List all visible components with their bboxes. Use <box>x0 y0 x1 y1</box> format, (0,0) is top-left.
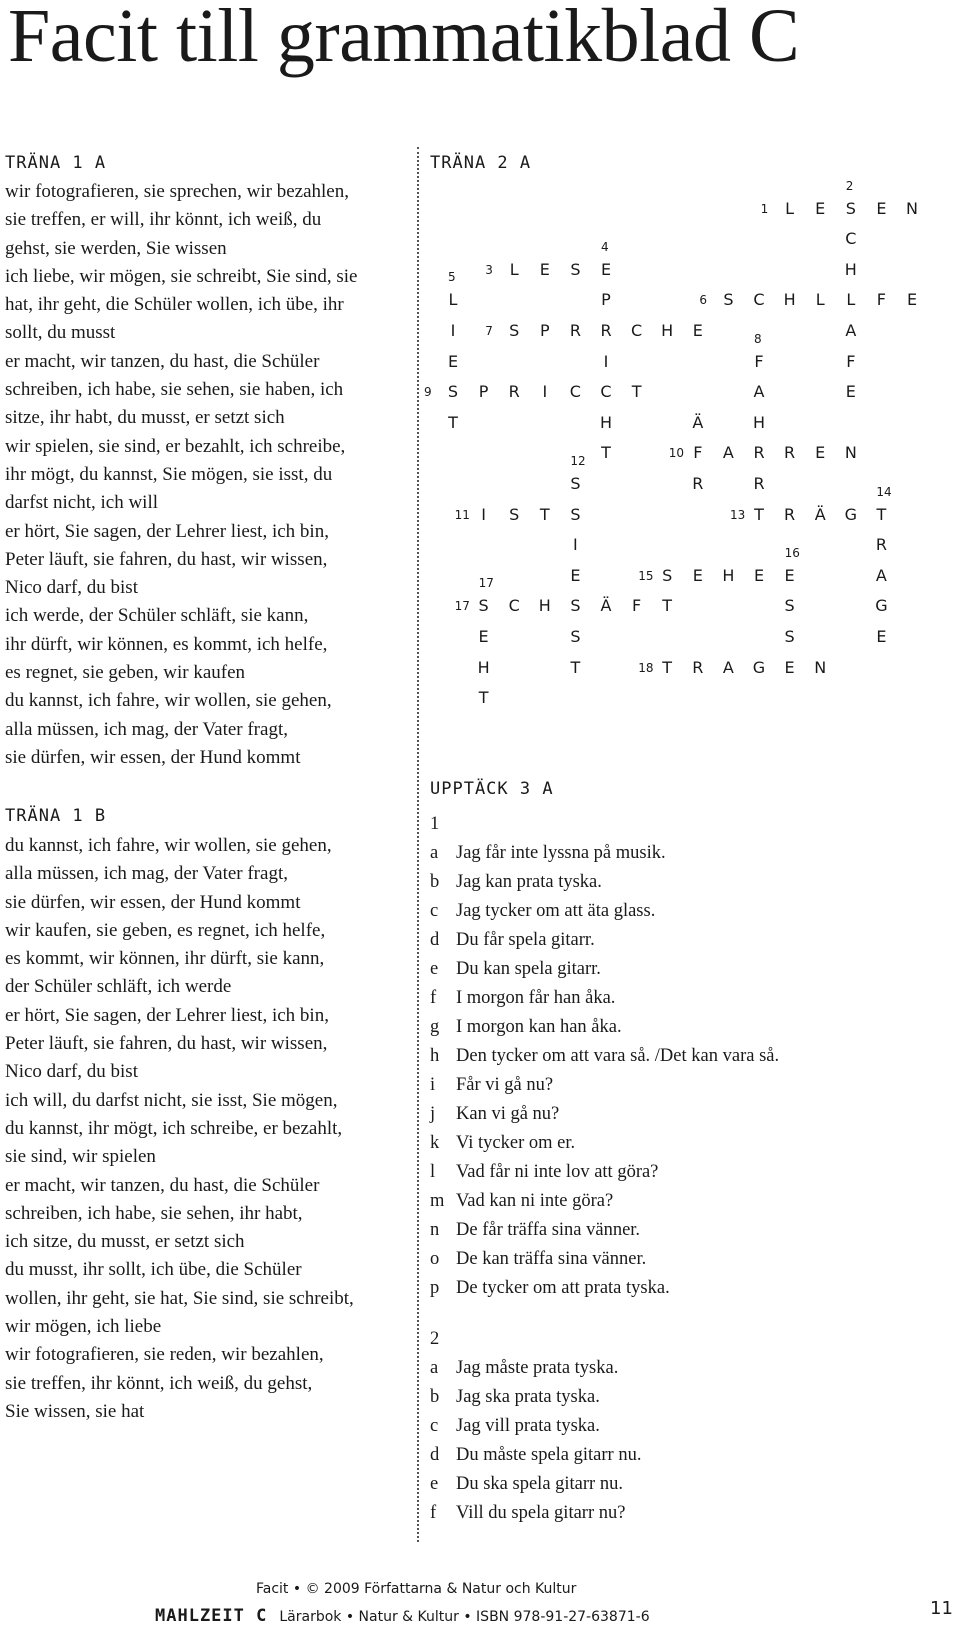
answer-letter: e <box>430 1474 439 1494</box>
answer-text: Vad får ni inte lov att göra? <box>456 1162 659 1182</box>
answer-line: ich werde, der Schüler schläft, sie kann, <box>5 605 309 627</box>
crossword-letter: N <box>906 198 918 218</box>
answer-line: Sie wissen, sie hat <box>5 1400 145 1422</box>
crossword-letter: E <box>692 321 703 340</box>
crossword-letter: L <box>509 259 519 279</box>
answer-line: du kannst, ich fahre, wir wollen, sie gehen, <box>5 690 332 712</box>
crossword-letter: S <box>570 596 581 616</box>
answer-text: I morgon får han åka. <box>456 988 616 1008</box>
crossword-letter: G <box>844 504 857 524</box>
answer-letter: a <box>430 843 439 863</box>
answer-text: Du måste spela gitarr nu. <box>456 1445 642 1465</box>
crossword-letter: S <box>784 596 795 616</box>
answer-item <box>430 1412 779 1441</box>
answer-text: Vill du spela gitarr nu? <box>456 1503 626 1523</box>
answer-line: Nico darf, du bist <box>5 577 138 599</box>
answer-letter: o <box>430 1249 440 1269</box>
answer-item <box>430 1499 779 1528</box>
crossword-letter: H <box>752 412 766 432</box>
answer-line: ich sitze, du musst, er setzt sich <box>5 1231 245 1253</box>
crossword-clue-number: 8 <box>754 331 762 346</box>
crossword-letter: H <box>599 412 613 432</box>
crossword-letter: I <box>573 535 578 555</box>
crossword-letter: C <box>753 290 765 310</box>
crossword-letter: G <box>752 657 766 677</box>
crossword-letter: R <box>784 443 796 463</box>
answer-line: ich liebe, wir mögen, sie schreibt, Sie sind, sie <box>5 265 358 287</box>
brand-logo: MAHLZEIT C <box>155 1606 268 1626</box>
footer-publication <box>155 1606 650 1626</box>
answer-letter: e <box>430 959 439 979</box>
answer-item <box>430 1129 779 1158</box>
crossword-letter: S <box>570 474 581 493</box>
upptack-3a-answers <box>430 810 779 1528</box>
crossword-letter: S <box>570 259 581 279</box>
answer-line: schreiben, ich habe, sie sehen, sie haben, ich <box>5 379 344 401</box>
answer-text: Jag måste prata tyska. <box>456 1358 619 1378</box>
answer-line: wir fotografieren, sie reden, wir bezahlen, <box>5 1344 324 1366</box>
answer-item <box>430 1071 779 1100</box>
crossword-letter: H <box>538 596 551 616</box>
answer-line: wir spielen, sie sind, er bezahlt, ich schreibe, <box>5 435 346 457</box>
crossword-letter: R <box>784 504 796 524</box>
answer-text: Du får spela gitarr. <box>456 930 595 950</box>
answer-letter: k <box>430 1133 440 1153</box>
answer-letter: a <box>430 1358 439 1378</box>
crossword-clue-number: 7 <box>485 324 493 338</box>
answer-line: der Schüler schläft, ich werde <box>5 976 232 998</box>
crossword-letter: E <box>815 198 826 218</box>
crossword-letter: F <box>754 351 764 371</box>
crossword-letter: E <box>478 627 489 646</box>
crossword-letter: S <box>447 382 459 402</box>
crossword-letter: E <box>815 443 826 463</box>
answer-letter: c <box>430 901 439 921</box>
answer-item <box>430 1274 779 1303</box>
crossword-letter: I <box>481 504 486 524</box>
crossword-clue-number: 17 <box>478 576 494 591</box>
crossword-letter: F <box>631 596 642 616</box>
crossword-letter: S <box>570 504 581 524</box>
crossword-letter: T <box>631 382 642 402</box>
answer-letter: f <box>430 988 437 1008</box>
crossword-letter: R <box>875 535 887 555</box>
crossword-letter: S <box>845 198 856 218</box>
answer-text: Jag tycker om att äta glass. <box>456 901 656 921</box>
answer-text: Jag ska prata tyska. <box>456 1387 600 1407</box>
crossword-letter: S <box>509 321 520 340</box>
crossword-letter: R <box>569 321 581 340</box>
answer-item <box>430 926 779 955</box>
answer-item <box>430 1158 779 1187</box>
crossword-letter: Ä <box>814 504 826 524</box>
answer-line: sollt, du musst <box>5 322 116 344</box>
crossword-letter: P <box>601 290 611 310</box>
answer-line: alla müssen, ich mag, der Vater fragt, <box>5 718 288 740</box>
answer-line: ihr dürft, wir können, es kommt, ich helfe, <box>5 633 328 655</box>
crossword-letter: E <box>600 259 612 279</box>
crossword-letter: H <box>844 259 857 279</box>
crossword-letter: R <box>600 321 612 340</box>
crossword-letter: S <box>478 596 489 616</box>
crossword-letter: R <box>692 474 704 493</box>
crossword-letter: T <box>662 596 673 616</box>
crossword-clue-number: 9 <box>424 385 432 400</box>
answer-text: Kan vi gå nu? <box>456 1104 560 1124</box>
answer-line: wir mögen, ich liebe <box>5 1316 162 1338</box>
crossword-letter: T <box>570 657 581 677</box>
answer-item <box>430 1216 779 1245</box>
answer-line: darfst nicht, ich will <box>5 492 159 514</box>
page-title: Facit till grammatikblad C <box>8 0 800 78</box>
answer-text: De tycker om att prata tyska. <box>456 1278 670 1298</box>
answer-item <box>430 1441 779 1470</box>
crossword-letter: E <box>753 565 765 585</box>
crossword-clue-number: 15 <box>638 568 654 583</box>
crossword-letter: S <box>570 627 581 646</box>
crossword-clue-number: 6 <box>699 293 708 308</box>
answer-item <box>430 1245 779 1274</box>
answer-line: gehst, sie werden, Sie wissen <box>5 237 227 259</box>
answer-item <box>430 897 779 926</box>
crossword-letter: R <box>692 657 704 677</box>
answer-letter: b <box>430 1387 440 1407</box>
answer-line: er macht, wir tanzen, du hast, die Schüler <box>5 1174 320 1196</box>
answer-item <box>430 1470 779 1499</box>
crossword-letter: R <box>753 443 765 463</box>
crossword-letter: T <box>478 688 489 708</box>
crossword-clue-number: 4 <box>601 239 609 254</box>
answer-line: Peter läuft, sie fahren, du hast, wir wissen, <box>5 548 328 570</box>
answer-line: es regnet, sie geben, wir kaufen <box>5 662 246 684</box>
crossword-letter: S <box>509 504 520 524</box>
question-number: 1 <box>430 814 440 834</box>
answer-letter: f <box>430 1503 437 1523</box>
crossword-clue-number: 2 <box>845 178 854 193</box>
crossword-clue-number: 16 <box>784 545 800 560</box>
answer-letter: i <box>430 1075 436 1095</box>
crossword-letter: I <box>603 351 609 371</box>
crossword-letter: I <box>542 382 548 402</box>
crossword-letter: E <box>447 351 459 371</box>
crossword-letter: H <box>722 565 735 585</box>
answer-line: sie treffen, er will, ihr könnt, ich weiß, du <box>5 209 322 231</box>
answer-letter: d <box>430 930 440 950</box>
crossword-letter: L <box>785 198 795 218</box>
answer-letter: n <box>430 1220 440 1240</box>
crossword-letter: E <box>784 657 795 677</box>
footer-isbn: Lärarbok • Natur & Kultur • ISBN 978-91-27-63871-6 <box>279 1609 650 1625</box>
crossword-letter: L <box>448 290 458 310</box>
crossword-clue-number: 10 <box>668 446 685 461</box>
answer-line: Nico darf, du bist <box>5 1061 138 1083</box>
trana-2a-heading: TRÄNA 2 A <box>430 153 532 173</box>
answer-line: du musst, ihr sollt, ich übe, die Schüler <box>5 1259 302 1281</box>
answer-text: I morgon kan han åka. <box>456 1017 622 1037</box>
answer-line: sie treffen, ihr könnt, ich weiß, du gehst, <box>5 1372 313 1394</box>
crossword-letter: S <box>662 565 673 585</box>
page-number: 11 <box>930 1598 953 1619</box>
answer-line: wollen, ihr geht, sie hat, Sie sind, sie schreibt, <box>5 1287 354 1309</box>
crossword-letter: H <box>477 657 490 677</box>
crossword-letter: A <box>722 443 734 463</box>
answer-line: Peter läuft, sie fahren, du hast, wir wissen, <box>5 1033 328 1055</box>
crossword-letter: C <box>569 382 581 402</box>
crossword-letter: S <box>723 290 734 310</box>
answer-line: sie dürfen, wir essen, der Hund kommt <box>5 891 301 913</box>
crossword-letter: T <box>662 657 673 677</box>
trana-1b-answers <box>5 832 405 1426</box>
answer-item <box>430 1354 779 1383</box>
crossword-letter: L <box>815 290 825 310</box>
answer-line: wir fotografieren, sie sprechen, wir bezahlen, <box>5 181 349 202</box>
crossword-letter: S <box>784 627 795 646</box>
crossword-letter: F <box>693 443 703 463</box>
crossword-letter: R <box>753 474 765 493</box>
answer-line: alla müssen, ich mag, der Vater fragt, <box>5 863 288 885</box>
answer-text: Jag vill prata tyska. <box>456 1416 600 1436</box>
answer-letter: p <box>430 1278 440 1298</box>
crossword-letter: T <box>876 504 887 524</box>
answer-letter: d <box>430 1445 440 1465</box>
crossword-clue-number: 14 <box>876 484 892 499</box>
answer-text: De får träffa sina vänner. <box>456 1220 641 1240</box>
crossword-clue-number: 12 <box>570 454 586 468</box>
answer-letter: b <box>430 872 440 892</box>
crossword-letter: E <box>876 198 887 218</box>
answer-line: du kannst, ich fahre, wir wollen, sie gehen, <box>5 835 332 856</box>
trana-1a-heading: TRÄNA 1 A <box>5 153 107 173</box>
trana-1b-heading: TRÄNA 1 B <box>5 806 107 826</box>
crossword-letter: F <box>876 290 886 310</box>
column-divider <box>417 147 419 1542</box>
answer-line: schreiben, ich habe, sie sehen, ihr habt, <box>5 1202 303 1224</box>
answer-text: De kan träffa sina vänner. <box>456 1249 647 1269</box>
crossword-letter: G <box>875 596 888 616</box>
crossword-letter: N <box>844 443 857 463</box>
crossword-letter: C <box>508 596 520 616</box>
answer-line: hat, ihr geht, die Schüler wollen, ich übe, ihr <box>5 294 344 316</box>
answer-item <box>430 1187 779 1216</box>
answer-letter: c <box>430 1416 439 1436</box>
crossword-letter: H <box>661 321 674 340</box>
answer-text: Du kan spela gitarr. <box>456 959 601 979</box>
crossword-letter: A <box>845 321 857 340</box>
crossword-letter: E <box>784 565 795 585</box>
footer-copyright: Facit • © 2009 Författarna & Natur och Kultur <box>256 1581 577 1597</box>
answer-line: sitze, ihr habt, du musst, er setzt sich <box>5 407 285 429</box>
answer-line: du kannst, ihr mögt, ich schreibe, er bezahlt, <box>5 1117 343 1139</box>
crossword-clue-number: 18 <box>638 660 654 675</box>
crossword-letter: T <box>448 412 458 432</box>
crossword-clue-number: 11 <box>454 507 470 522</box>
crossword-letter: A <box>722 657 734 677</box>
crossword-letter: N <box>814 657 827 677</box>
crossword-letter: C <box>631 321 643 340</box>
answer-text: Vi tycker om er. <box>456 1133 576 1153</box>
answer-text: Vad kan ni inte göra? <box>456 1191 614 1211</box>
answer-item <box>430 1042 779 1071</box>
answer-letter: m <box>430 1191 445 1211</box>
group-spacer <box>430 1303 779 1325</box>
crossword-letter: A <box>753 382 765 402</box>
upptack-3a-heading: UPPTÄCK 3 A <box>430 779 554 799</box>
crossword-letter: E <box>570 565 581 585</box>
crossword-letter: C <box>600 382 612 402</box>
crossword-clue-number: 5 <box>448 270 456 285</box>
answer-item <box>430 839 779 868</box>
answer-letter: h <box>430 1046 440 1066</box>
crossword-letter: T <box>601 443 611 463</box>
answer-text: Får vi gå nu? <box>456 1075 554 1095</box>
crossword-clue-number: 17 <box>454 599 470 614</box>
answer-line: wir kaufen, sie geben, es regnet, ich helfe, <box>5 919 326 941</box>
answer-letter: l <box>430 1162 436 1182</box>
crossword-letter: R <box>508 382 520 402</box>
crossword-letter: E <box>692 565 703 585</box>
crossword-letter: L <box>846 290 856 310</box>
answer-item <box>430 984 779 1013</box>
crossword-letter: Ä <box>692 412 704 432</box>
answer-text: Den tycker om att vara så. /Det kan vara så. <box>456 1046 780 1066</box>
crossword-letter: H <box>783 290 796 310</box>
answer-line: sie sind, wir spielen <box>5 1146 156 1168</box>
crossword-grid <box>424 178 960 708</box>
answer-item <box>430 868 779 897</box>
answer-line: ihr mögt, du kannst, Sie mögen, sie isst, du <box>5 463 333 485</box>
crossword-letter: P <box>478 382 489 402</box>
answer-line: sie dürfen, wir essen, der Hund kommt <box>5 746 301 768</box>
crossword-letter: C <box>845 229 857 249</box>
answer-line: er macht, wir tanzen, du hast, die Schüler <box>5 350 320 372</box>
crossword-clue-number: 3 <box>485 262 493 277</box>
answer-letter: j <box>430 1104 436 1124</box>
answer-item <box>430 1100 779 1129</box>
crossword-letter: E <box>906 290 918 310</box>
answer-text: Jag kan prata tyska. <box>456 872 602 892</box>
crossword-letter: Ä <box>600 596 612 616</box>
crossword-letter: A <box>875 565 887 585</box>
answer-item <box>430 1013 779 1042</box>
crossword-clue-number: 13 <box>730 507 746 522</box>
crossword-letter: E <box>845 382 856 402</box>
answer-line: er hört, Sie sagen, der Lehrer liest, ich bin, <box>5 520 329 542</box>
crossword-letter: E <box>876 627 887 646</box>
answer-line: es kommt, wir können, ihr dürft, sie kann, <box>5 948 325 970</box>
answer-text: Du ska spela gitarr nu. <box>456 1474 623 1494</box>
crossword-letter: E <box>539 259 550 279</box>
answer-item <box>430 1383 779 1412</box>
answer-letter: g <box>430 1017 440 1037</box>
crossword-letter: T <box>539 504 550 524</box>
crossword-letter: P <box>539 321 550 340</box>
crossword-letter: I <box>450 321 456 340</box>
crossword-clue-number: 1 <box>760 201 769 216</box>
crossword-letter: T <box>754 504 764 524</box>
question-number: 2 <box>430 1329 440 1349</box>
answer-line: ich will, du darfst nicht, sie isst, Sie mögen, <box>5 1089 338 1111</box>
trana-1a-answers <box>5 178 405 772</box>
answer-item <box>430 955 779 984</box>
crossword-letter: F <box>846 351 856 371</box>
answer-text: Jag får inte lyssna på musik. <box>456 843 666 863</box>
answer-line: er hört, Sie sagen, der Lehrer liest, ich bin, <box>5 1004 329 1026</box>
